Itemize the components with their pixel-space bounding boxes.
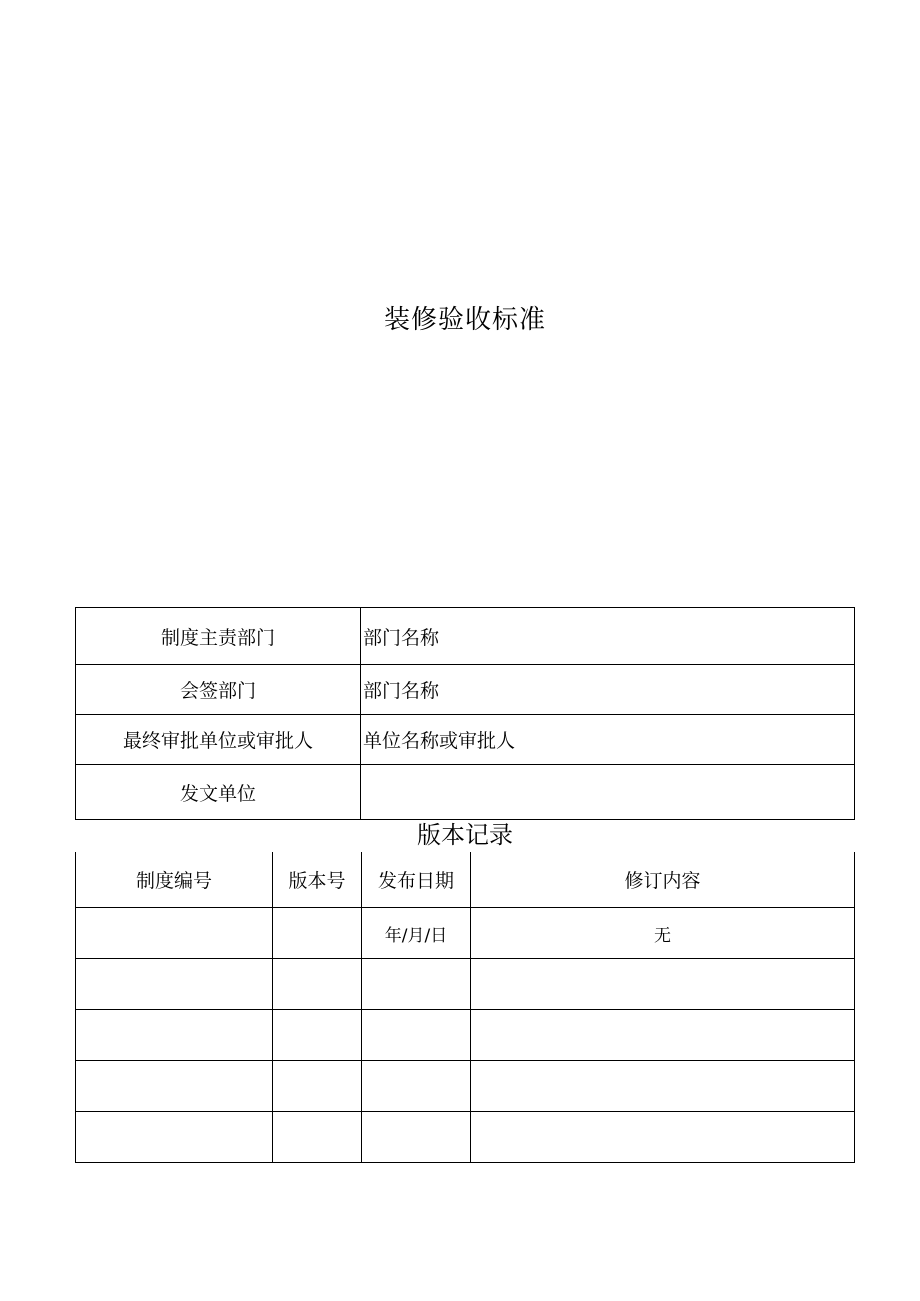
column-header-policy-number: 制度编号	[76, 852, 273, 908]
table-cell	[362, 1112, 471, 1163]
info-label: 最终审批单位或审批人	[76, 715, 361, 765]
info-label: 发文单位	[76, 765, 361, 820]
version-record-title: 版本记录	[417, 821, 513, 849]
column-header-version: 版本号	[273, 852, 362, 908]
table-cell	[76, 1112, 273, 1163]
info-value: 部门名称	[361, 608, 855, 665]
table-row	[76, 1010, 855, 1061]
info-table	[75, 607, 855, 820]
table-cell	[273, 1061, 362, 1112]
table-cell	[76, 959, 273, 1010]
table-cell	[273, 1112, 362, 1163]
table-cell: 年/月/日	[362, 908, 471, 959]
table-cell	[471, 1112, 855, 1163]
info-label: 制度主责部门	[76, 608, 361, 665]
table-cell	[273, 1010, 362, 1061]
version-record-table	[75, 852, 855, 1163]
table-cell	[76, 1010, 273, 1061]
table-cell	[76, 908, 273, 959]
table-cell	[76, 1061, 273, 1112]
table-cell	[362, 1061, 471, 1112]
column-header-release-date: 发布日期	[362, 852, 471, 908]
table-cell	[471, 1010, 855, 1061]
document-title: 装修验收标准	[383, 305, 546, 335]
info-row-final-approver	[76, 715, 855, 765]
table-row	[76, 1112, 855, 1163]
info-value: 部门名称	[361, 665, 855, 715]
table-row	[76, 908, 855, 959]
info-row-countersign-dept	[76, 665, 855, 715]
info-value	[361, 765, 855, 820]
table-cell	[471, 1061, 855, 1112]
info-label: 会签部门	[76, 665, 361, 715]
version-header-row	[76, 852, 855, 908]
info-row-issuing-unit	[76, 765, 855, 820]
table-cell	[273, 908, 362, 959]
table-cell	[362, 1010, 471, 1061]
info-value: 单位名称或审批人	[361, 715, 855, 765]
table-row	[76, 959, 855, 1010]
table-cell: 无	[471, 908, 855, 959]
column-header-revision: 修订内容	[471, 852, 855, 908]
table-cell	[273, 959, 362, 1010]
table-row	[76, 1061, 855, 1112]
table-cell	[362, 959, 471, 1010]
table-cell	[471, 959, 855, 1010]
info-row-responsible-dept	[76, 608, 855, 665]
